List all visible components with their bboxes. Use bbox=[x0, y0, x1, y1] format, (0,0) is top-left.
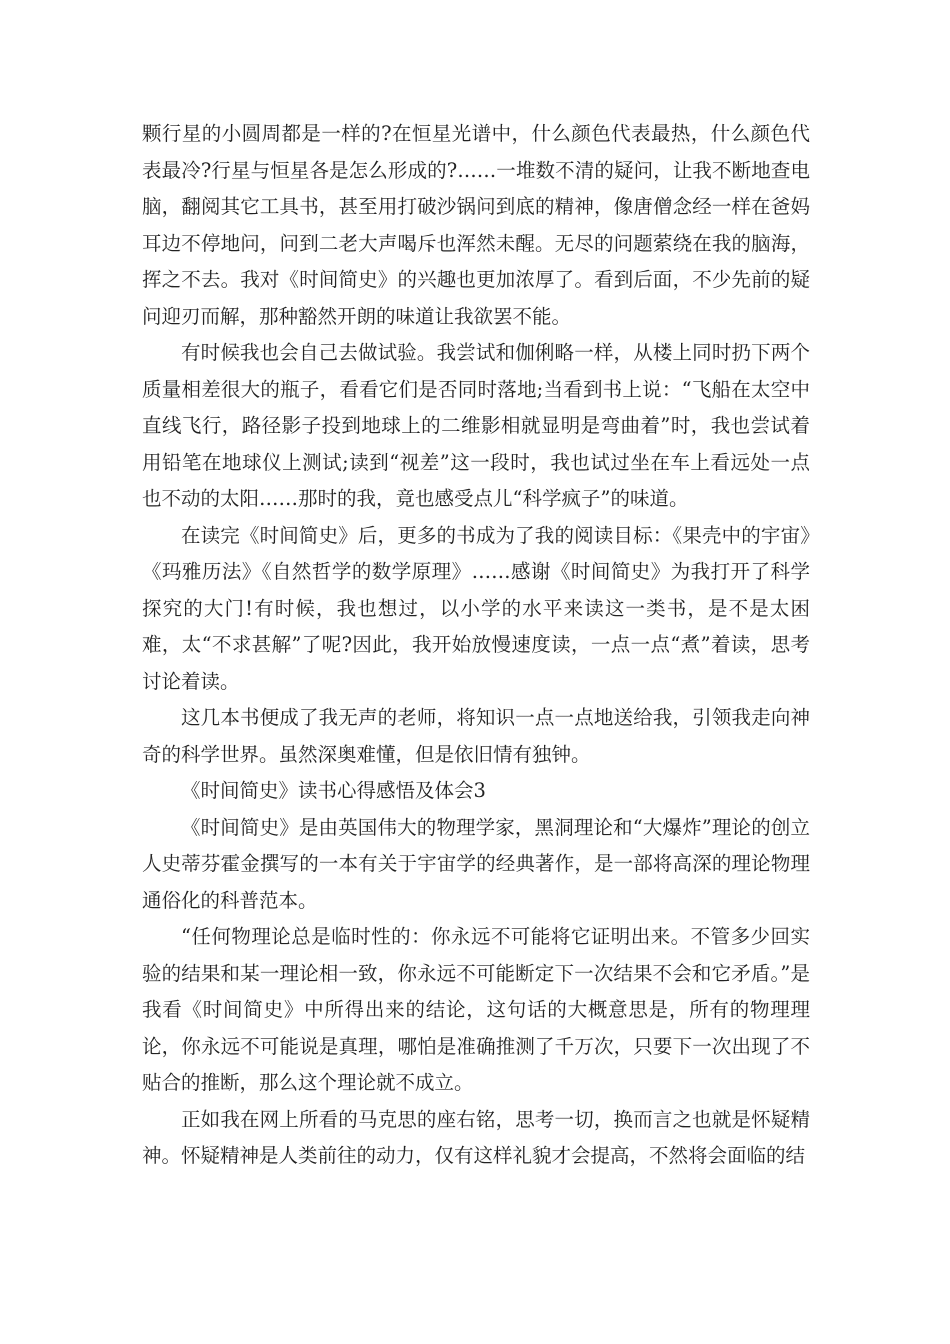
document-page bbox=[142, 116, 810, 1175]
paragraph-7: 正如我在网上所看的马克思的座右铭，思考一切，换而言之也就是怀疑精神。怀疑精神是人类前往的动力，仅有这样礼貌才会提高，不然将会面临的结 bbox=[142, 1107, 810, 1167]
paragraph-6: “任何物理论总是临时性的：你永远不可能将它证明出来。不管多少回实验的结果和某一理论相一致，你永远不可能断定下一次结果不会和它矛盾。”是我看《时间简史》中所得出来的结论，这句话的大概意思是，所有的物理理论，你永远不可能说是真理，哪怕是准确推测了千万次，只要下一次出现了不贴合的推断，那么这个理论就不成立。 bbox=[142, 925, 810, 1094]
paragraph-2: 有时候我也会自己去做试验。我尝试和伽俐略一样，从楼上同时扔下两个质量相差很大的瓶子，看看它们是否同时落地;当看到书上说：“飞船在太空中直线飞行，路径影子投到地球上的二维影相就显明是弯曲着”时，我也尝试着用铅笔在地球仪上测试;读到“视差”这一段时，我也试过坐在车上看远处一点也不动的太阳……那时的我，竟也感受点儿“科学疯子”的味道。 bbox=[142, 341, 810, 510]
paragraph-1: 颗行星的小圆周都是一样的?在恒星光谱中，什么颜色代表最热，什么颜色代表最冷?行星与恒星各是怎么形成的?……一堆数不清的疑问，让我不断地查电脑，翻阅其它工具书，甚至用打破沙锅问到底的精神，像唐僧念经一样在爸妈耳边不停地问，问到二老大声喝斥也浑然未醒。无尽的问题萦绕在我的脑海，挥之不去。我对《时间简史》的兴趣也更加浓厚了。看到后面，不少先前的疑问迎刃而解，那种豁然开朗的味道让我欲罢不能。 bbox=[142, 122, 810, 328]
paragraph-5: 《时间简史》是由英国伟大的物理学家，黑洞理论和“大爆炸”理论的创立人史蒂芬霍金撰写的一本有关于宇宙学的经典著作，是一部将高深的理论物理通俗化的科普范本。 bbox=[142, 815, 810, 912]
paragraph-4: 这几本书便成了我无声的老师，将知识一点一点地送给我，引领我走向神奇的科学世界。虽然深奥难懂，但是依旧情有独钟。 bbox=[142, 706, 810, 766]
section-heading: 《时间简史》读书心得感悟及体会3 bbox=[181, 779, 486, 802]
paragraph-3: 在读完《时间简史》后，更多的书成为了我的阅读目标：《果壳中的宇宙》《玛雅历法》《自然哲学的数学原理》……感谢《时间简史》为我打开了科学探究的大门!有时候，我也想过，以小学的水平来读这一类书，是不是太困难，太“不求甚解”了呢?因此，我开始放慢速度读，一点一点“煮”着读，思考讨论着读。 bbox=[142, 523, 810, 693]
